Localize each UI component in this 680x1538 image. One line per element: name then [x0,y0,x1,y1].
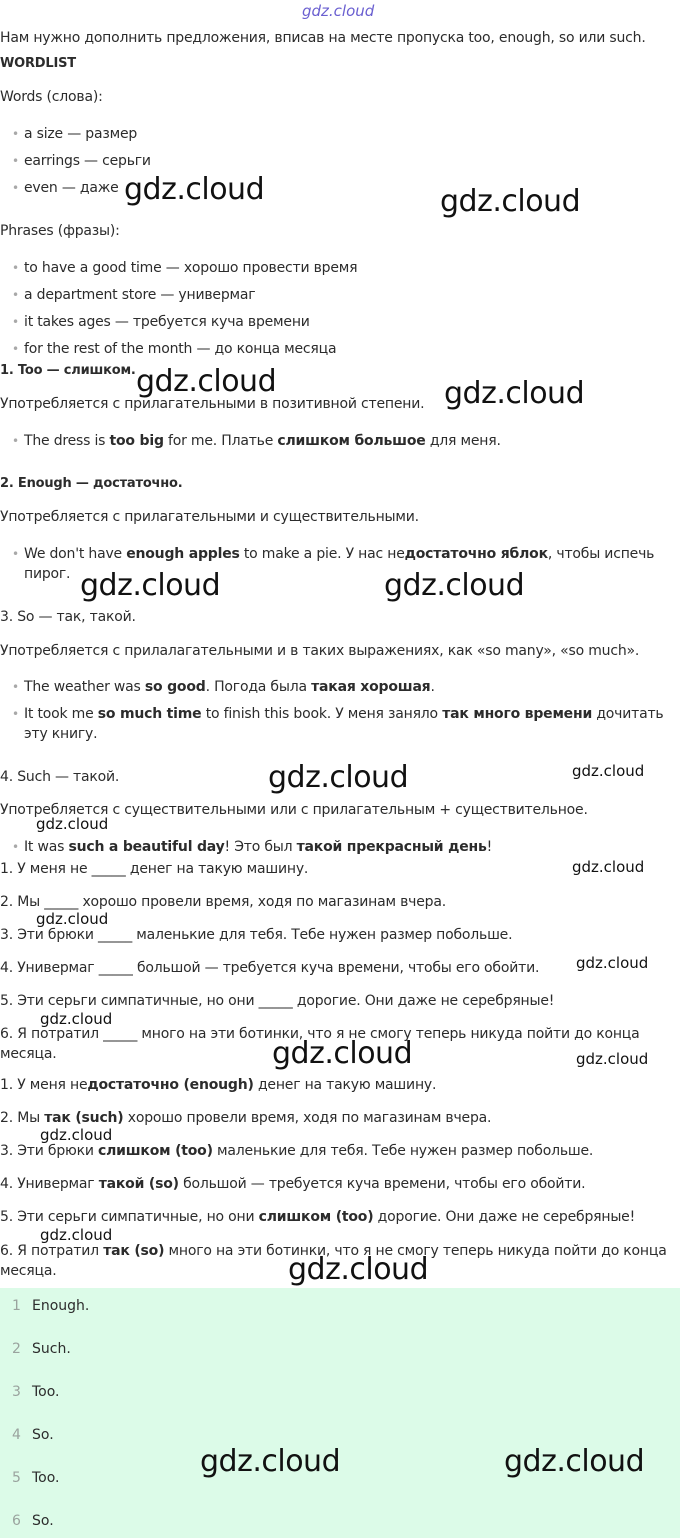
filled-item: 4. Универмаг такой (so) большой — требуется куча времени, чтобы его обойти. [0,1176,586,1192]
watermark: gdz.cloud [80,568,221,603]
answer-value: So. [32,1427,54,1443]
rule-enough-desc: Употребляется с прилагательными и существительными. [0,509,419,525]
answer-number: 1 [12,1298,21,1314]
watermark: gdz.cloud [572,762,645,780]
words-heading: Words (слова): [0,89,103,105]
bullet-icon: • [12,261,20,275]
watermark: gdz.cloud [504,1444,645,1479]
watermark: gdz.cloud [440,184,581,219]
answer-value: So. [32,1513,54,1529]
exercise-item: 5. Эти серьги симпатичные, но они _____ дорогие. Они даже не серебряные! [0,993,555,1009]
list-item: earrings — серьги [24,153,151,169]
exercise-item: 3. Эти брюки _____ маленькие для тебя. Тебе нужен размер побольше. [0,927,513,943]
answers-box [0,1288,680,1538]
intro-text: Нам нужно дополнить предложения, вписав на месте пропуска too, enough, so или such. [0,30,646,46]
watermark: gdz.cloud [124,172,265,207]
watermark: gdz.cloud [572,858,645,876]
watermark: gdz.cloud [40,1226,113,1244]
filled-item: 2. Мы так (such) хорошо провели время, ходя по магазинам вчера. [0,1110,492,1126]
exercise-item: 2. Мы _____ хорошо провели время, ходя по магазинам вчера. [0,894,446,910]
watermark: gdz.cloud [576,1050,649,1068]
rule-too-example: The dress is too big for me. Платье слишком большое для меня. [24,433,501,449]
bullet-icon: • [12,342,20,356]
list-item: even — даже [24,180,119,196]
answer-number: 2 [12,1341,21,1357]
watermark: gdz.cloud [576,954,649,972]
watermark: gdz.cloud [288,1252,429,1287]
answer-number: 3 [12,1384,21,1400]
watermark: gdz.cloud [36,815,109,833]
watermark: gdz.cloud [136,364,277,399]
rule-so-example-1: The weather was so good. Погода была такая хорошая. [24,679,435,695]
filled-item: 5. Эти серьги симпатичные, но они слишком (too) дорогие. Они даже не серебряные! [0,1209,635,1225]
list-item: a department store — универмаг [24,287,256,303]
bullet-icon: • [12,434,20,448]
watermark: gdz.cloud [384,568,525,603]
bullet-icon: • [12,288,20,302]
wordlist-heading: WORDLIST [0,56,76,71]
list-item: to have a good time — хорошо провести время [24,260,358,276]
list-item: for the rest of the month — до конца месяца [24,341,337,357]
watermark: gdz.cloud [36,910,109,928]
rule-so-title: 3. So — так, такой. [0,609,136,625]
rule-enough-example: We don't have enough apples to make a pie. У нас недостаточно яблок, чтобы испечь пирог. [24,546,655,582]
rule-such-title: 4. Such — такой. [0,769,120,785]
rule-so-example-2: It took me so much time to finish this book. У меня заняло так много времени дочитать эту книгу. [24,706,664,742]
bullet-icon: • [12,707,20,721]
watermark: gdz.cloud [40,1126,113,1144]
filled-item: 6. Я потратил так (so) много на эти ботинки, что я не смогу теперь никуда пойти до конца месяца. [0,1243,667,1279]
bullet-icon: • [12,154,20,168]
bullet-icon: • [12,840,20,854]
bullet-icon: • [12,547,20,561]
answer-number: 6 [12,1513,21,1529]
answer-value: Such. [32,1341,71,1357]
rule-enough-title: 2. Enough — достаточно. [0,476,183,491]
phrases-heading: Phrases (фразы): [0,223,120,239]
bullet-icon: • [12,181,20,195]
bullet-icon: • [12,127,20,141]
watermark: gdz.cloud [40,1010,113,1028]
exercise-item: 6. Я потратил _____ много на эти ботинки, что я не смогу теперь никуда пойти до конца месяца. [0,1026,640,1062]
bullet-icon: • [12,680,20,694]
rule-so-desc: Употребляется с прилалагательными и в таких выражениях, как «so many», «so much». [0,643,640,659]
list-item: it takes ages — требуется куча времени [24,314,310,330]
answer-value: Too. [32,1384,60,1400]
watermark-top: gdz.cloud [302,2,375,20]
answer-value: Enough. [32,1298,90,1314]
filled-item: 1. У меня недостаточно (enough) денег на такую машину. [0,1077,437,1093]
rule-too-desc: Употребляется с прилагательными в позитивной степени. [0,396,425,412]
rule-such-desc: Употребляется с существительными или с прилагательным + существительное. [0,802,588,818]
rule-too-title: 1. Too — слишком. [0,363,136,378]
filled-item: 3. Эти брюки слишком (too) маленькие для тебя. Тебе нужен размер побольше. [0,1143,594,1159]
watermark: gdz.cloud [272,1036,413,1071]
watermark: gdz.cloud [444,376,585,411]
watermark: gdz.cloud [268,760,409,795]
watermark: gdz.cloud [200,1444,341,1479]
rule-such-example: It was such a beautiful day! Это был такой прекрасный день! [24,839,493,855]
exercise-item: 4. Универмаг _____ большой — требуется куча времени, чтобы его обойти. [0,960,540,976]
exercise-item: 1. У меня не _____ денег на такую машину. [0,861,309,877]
answer-number: 4 [12,1427,21,1443]
answer-value: Too. [32,1470,60,1486]
list-item: a size — размер [24,126,138,142]
answer-number: 5 [12,1470,21,1486]
bullet-icon: • [12,315,20,329]
